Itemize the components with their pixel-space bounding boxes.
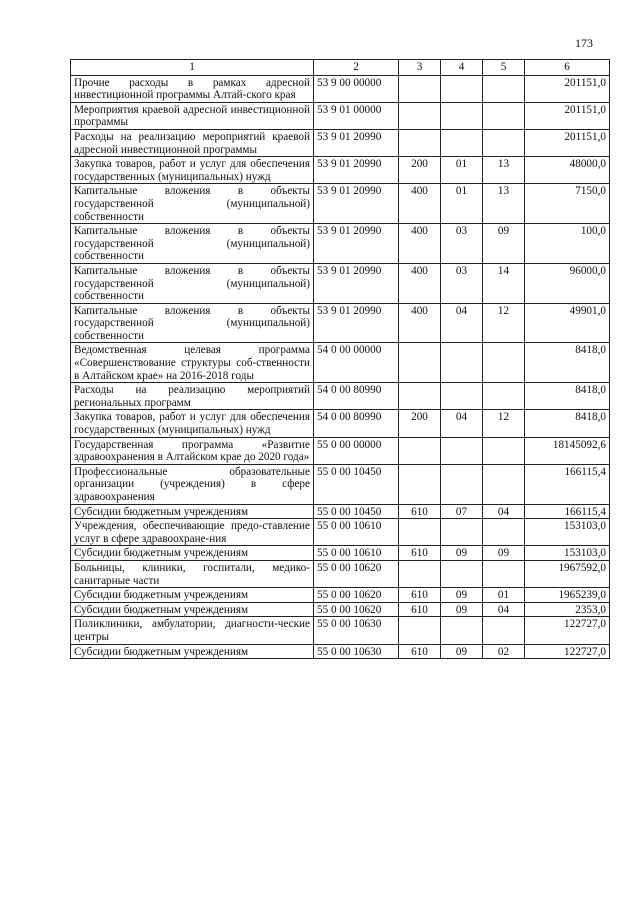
table-row — [71, 75, 610, 102]
column-header-1: 1 — [71, 60, 314, 76]
row-section-cell: 09 — [441, 588, 483, 603]
row-subsection-cell — [483, 617, 525, 644]
row-code-cell: 55 0 00 10450 — [314, 464, 399, 504]
row-section-cell — [441, 343, 483, 383]
row-subsection-cell: 02 — [483, 644, 525, 659]
row-subsection-cell — [483, 102, 525, 129]
row-name-cell: Расходы на реализацию мероприятий краевой адресной инвестиционной программы — [71, 129, 314, 156]
row-name-cell: Профессиональные образовательные организации (учреждения) в сфере здравоохранения — [71, 464, 314, 504]
row-expense-type-cell: 610 — [399, 602, 441, 617]
row-section-cell — [441, 102, 483, 129]
row-section-cell: 03 — [441, 263, 483, 303]
table-row — [71, 464, 610, 504]
row-code-cell: 53 9 01 20990 — [314, 157, 399, 184]
row-sum-cell: 18145092,6 — [525, 437, 610, 464]
row-subsection-cell — [483, 383, 525, 410]
row-sum-cell: 201151,0 — [525, 75, 610, 102]
row-subsection-cell — [483, 75, 525, 102]
row-subsection-cell: 12 — [483, 410, 525, 437]
row-section-cell — [441, 75, 483, 102]
row-sum-cell: 122727,0 — [525, 644, 610, 659]
table-body — [71, 75, 610, 659]
table-row — [71, 129, 610, 156]
row-subsection-cell: 13 — [483, 157, 525, 184]
row-expense-type-cell: 200 — [399, 157, 441, 184]
row-section-cell: 09 — [441, 602, 483, 617]
column-header-6: 6 — [525, 60, 610, 76]
row-expense-type-cell — [399, 343, 441, 383]
column-header-4: 4 — [441, 60, 483, 76]
table-row — [71, 102, 610, 129]
table-row — [71, 617, 610, 644]
row-expense-type-cell — [399, 129, 441, 156]
row-sum-cell: 8418,0 — [525, 410, 610, 437]
row-code-cell: 55 0 00 10620 — [314, 602, 399, 617]
row-expense-type-cell: 400 — [399, 263, 441, 303]
row-name-cell: Капитальные вложения в объекты государственной (муниципальной) собственности — [71, 263, 314, 303]
row-name-cell: Поликлиники, амбулатории, диагности-ческие центры — [71, 617, 314, 644]
table-row — [71, 263, 610, 303]
row-expense-type-cell: 400 — [399, 184, 441, 224]
budget-table — [70, 59, 610, 659]
row-name-cell: Учреждения, обеспечивающие предо-ставление услуг в сфере здравоохране-ния — [71, 519, 314, 546]
row-section-cell — [441, 383, 483, 410]
row-expense-type-cell: 610 — [399, 546, 441, 561]
row-code-cell: 55 0 00 10450 — [314, 504, 399, 519]
row-sum-cell: 1967592,0 — [525, 560, 610, 587]
row-name-cell: Капитальные вложения в объекты государственной (муниципальной) собственности — [71, 224, 314, 264]
table-row — [71, 343, 610, 383]
row-sum-cell: 153103,0 — [525, 546, 610, 561]
row-expense-type-cell: 400 — [399, 224, 441, 264]
header-row — [71, 60, 610, 76]
row-section-cell — [441, 437, 483, 464]
row-expense-type-cell: 610 — [399, 644, 441, 659]
row-expense-type-cell — [399, 464, 441, 504]
column-header-2: 2 — [314, 60, 399, 76]
table-row — [71, 560, 610, 587]
table-row — [71, 224, 610, 264]
row-name-cell: Субсидии бюджетным учреждениям — [71, 504, 314, 519]
row-section-cell: 01 — [441, 184, 483, 224]
row-subsection-cell: 04 — [483, 504, 525, 519]
row-expense-type-cell — [399, 102, 441, 129]
row-sum-cell: 1965239,0 — [525, 588, 610, 603]
table-row — [71, 519, 610, 546]
row-sum-cell: 166115,4 — [525, 464, 610, 504]
table-row — [71, 546, 610, 561]
row-section-cell — [441, 617, 483, 644]
row-subsection-cell: 09 — [483, 546, 525, 561]
row-sum-cell: 166115,4 — [525, 504, 610, 519]
row-sum-cell: 49901,0 — [525, 303, 610, 343]
column-header-5: 5 — [483, 60, 525, 76]
row-subsection-cell: 01 — [483, 588, 525, 603]
row-subsection-cell: 12 — [483, 303, 525, 343]
table-row — [71, 437, 610, 464]
row-name-cell: Государственная программа «Развитие здравоохранения в Алтайском крае до 2020 года» — [71, 437, 314, 464]
table-row — [71, 602, 610, 617]
table-row — [71, 504, 610, 519]
row-expense-type-cell — [399, 560, 441, 587]
row-expense-type-cell — [399, 519, 441, 546]
row-expense-type-cell: 610 — [399, 504, 441, 519]
row-expense-type-cell — [399, 617, 441, 644]
row-section-cell: 01 — [441, 157, 483, 184]
row-sum-cell: 7150,0 — [525, 184, 610, 224]
row-subsection-cell — [483, 129, 525, 156]
row-sum-cell: 100,0 — [525, 224, 610, 264]
row-section-cell: 09 — [441, 546, 483, 561]
column-header-3: 3 — [399, 60, 441, 76]
row-subsection-cell: 13 — [483, 184, 525, 224]
row-section-cell: 03 — [441, 224, 483, 264]
row-name-cell: Капитальные вложения в объекты государственной (муниципальной) собственности — [71, 303, 314, 343]
row-code-cell: 55 0 00 10610 — [314, 546, 399, 561]
row-section-cell — [441, 560, 483, 587]
row-section-cell — [441, 129, 483, 156]
row-name-cell: Больницы, клиники, госпитали, медико-санитарные части — [71, 560, 314, 587]
row-code-cell: 53 9 01 20990 — [314, 224, 399, 264]
row-expense-type-cell: 400 — [399, 303, 441, 343]
row-subsection-cell: 09 — [483, 224, 525, 264]
row-code-cell: 55 0 00 00000 — [314, 437, 399, 464]
row-name-cell: Прочие расходы в рамках адресной инвестиционной программы Алтай-ского края — [71, 75, 314, 102]
row-sum-cell: 8418,0 — [525, 343, 610, 383]
row-code-cell: 53 9 01 20990 — [314, 303, 399, 343]
row-code-cell: 54 0 00 80990 — [314, 383, 399, 410]
table-row — [71, 383, 610, 410]
row-subsection-cell — [483, 464, 525, 504]
table-row — [71, 644, 610, 659]
row-code-cell: 55 0 00 10620 — [314, 560, 399, 587]
table-row — [71, 303, 610, 343]
row-name-cell: Мероприятия краевой адресной инвестиционной программы — [71, 102, 314, 129]
row-sum-cell: 122727,0 — [525, 617, 610, 644]
row-sum-cell: 153103,0 — [525, 519, 610, 546]
row-sum-cell: 201151,0 — [525, 129, 610, 156]
row-name-cell: Субсидии бюджетным учреждениям — [71, 588, 314, 603]
row-sum-cell: 8418,0 — [525, 383, 610, 410]
row-expense-type-cell — [399, 75, 441, 102]
row-section-cell: 04 — [441, 303, 483, 343]
row-code-cell: 53 9 01 20990 — [314, 263, 399, 303]
row-expense-type-cell — [399, 437, 441, 464]
row-expense-type-cell — [399, 383, 441, 410]
row-section-cell — [441, 464, 483, 504]
row-code-cell: 53 9 01 20990 — [314, 129, 399, 156]
row-name-cell: Закупка товаров, работ и услуг для обеспечения государственных (муниципальных) нужд — [71, 410, 314, 437]
row-sum-cell: 2353,0 — [525, 602, 610, 617]
row-sum-cell: 48000,0 — [525, 157, 610, 184]
row-name-cell: Закупка товаров, работ и услуг для обеспечения государственных (муниципальных) нужд — [71, 157, 314, 184]
row-name-cell: Субсидии бюджетным учреждениям — [71, 546, 314, 561]
row-sum-cell: 96000,0 — [525, 263, 610, 303]
row-section-cell: 09 — [441, 644, 483, 659]
row-code-cell: 53 9 00 00000 — [314, 75, 399, 102]
row-section-cell: 04 — [441, 410, 483, 437]
row-section-cell: 07 — [441, 504, 483, 519]
row-code-cell: 55 0 00 10630 — [314, 644, 399, 659]
row-code-cell: 53 9 01 00000 — [314, 102, 399, 129]
row-sum-cell: 201151,0 — [525, 102, 610, 129]
row-code-cell: 55 0 00 10620 — [314, 588, 399, 603]
row-subsection-cell — [483, 437, 525, 464]
row-code-cell: 55 0 00 10610 — [314, 519, 399, 546]
table-row — [71, 588, 610, 603]
row-code-cell: 55 0 00 10630 — [314, 617, 399, 644]
row-name-cell: Расходы на реализацию мероприятий региональных программ — [71, 383, 314, 410]
table-row — [71, 410, 610, 437]
row-code-cell: 53 9 01 20990 — [314, 184, 399, 224]
table-row — [71, 157, 610, 184]
row-subsection-cell: 04 — [483, 602, 525, 617]
page-number: 173 — [575, 36, 593, 50]
row-expense-type-cell: 200 — [399, 410, 441, 437]
row-subsection-cell — [483, 343, 525, 383]
row-subsection-cell — [483, 519, 525, 546]
row-subsection-cell — [483, 560, 525, 587]
row-name-cell: Капитальные вложения в объекты государственной (муниципальной) собственности — [71, 184, 314, 224]
row-name-cell: Субсидии бюджетным учреждениям — [71, 644, 314, 659]
row-name-cell: Ведомственная целевая программа «Совершенствование структуры соб-ственности в Алтайском крае» на 2016-2018 годы — [71, 343, 314, 383]
table-row — [71, 184, 610, 224]
row-code-cell: 54 0 00 00000 — [314, 343, 399, 383]
row-section-cell — [441, 519, 483, 546]
row-expense-type-cell: 610 — [399, 588, 441, 603]
row-name-cell: Субсидии бюджетным учреждениям — [71, 602, 314, 617]
row-subsection-cell: 14 — [483, 263, 525, 303]
row-code-cell: 54 0 00 80990 — [314, 410, 399, 437]
